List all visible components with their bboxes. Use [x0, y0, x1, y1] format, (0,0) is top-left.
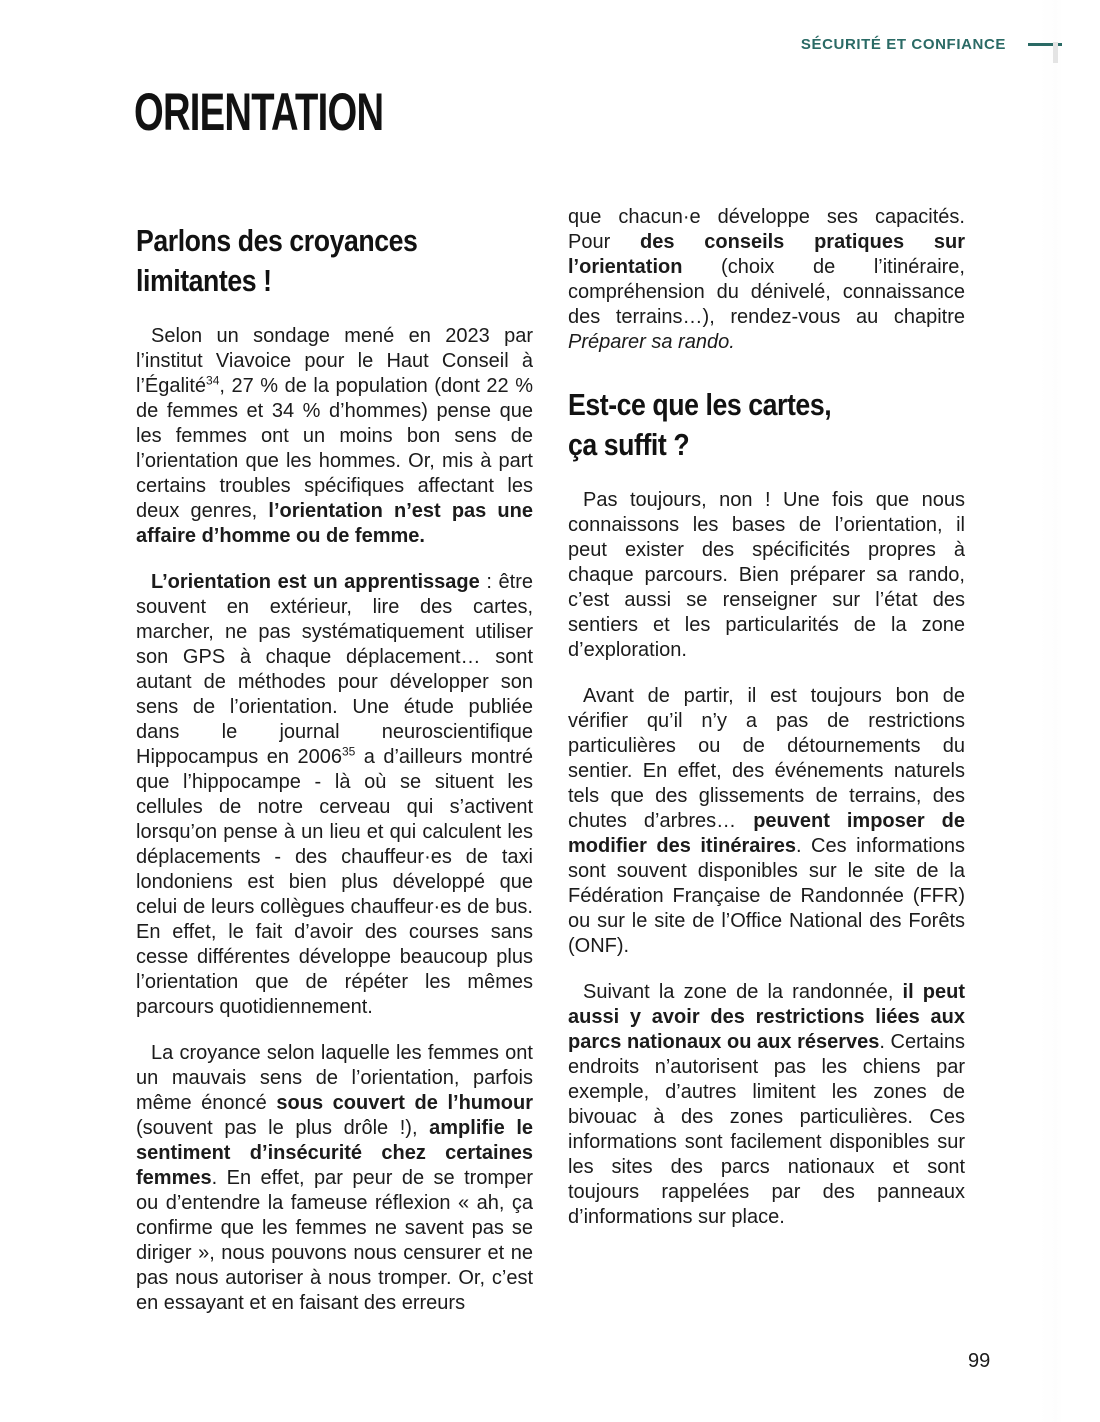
text-run: (choix de l’itinéraire, compréhension du dénivelé, connaissance des terrains…), rendez-vous au chapitre [568, 256, 965, 328]
text-run: sous couvert de l’humour [276, 1092, 534, 1114]
text-columns [136, 205, 965, 1337]
text-run: que chacun·e développe ses capacités. Pour [568, 206, 965, 253]
chapter-title-text: ORIENTATION [134, 83, 384, 142]
text-run: (souvent pas le plus drôle !), [136, 1117, 430, 1139]
section-heading [568, 385, 965, 465]
text-run: : être souvent en extérieur, lire des cartes, marcher, ne pas systématiquement utiliser son GPS à chaque déplacement… sont autant de méthodes pour développer son sens de l’orientation. Une étude publiée dans le journal neuroscientifique Hippocampus en 2006 [136, 571, 533, 768]
section-heading-line: limitantes ! [136, 263, 272, 298]
page-number: 99 [968, 1350, 991, 1372]
left-column [136, 205, 533, 1337]
chapter-title [134, 84, 480, 142]
paragraph [136, 1041, 533, 1316]
footnote-reference: 35 [341, 744, 356, 759]
paragraph [568, 684, 965, 959]
text-run: Selon un sondage mené en 2023 par l’institut Viavoice pour le Haut Conseil à l’Égalité [136, 325, 533, 397]
text-run: Pas toujours, non ! Une fois que nous connaissons les bases de l’orientation, il peut exister des spécificités propres à chaque parcours. Bien préparer sa rando, c’est aussi se renseigner sur l’état des sentiers et les particularités de la zone d’exploration. [568, 489, 965, 661]
running-header [801, 36, 1062, 53]
text-run: amplifie le sentiment d’insécurité chez certaines femmes [136, 1117, 534, 1189]
text-run: Avant de partir, il est toujours bon de vérifier qu’il n’y a pas de restrictions particulières ou de détournements du sentier. En effet, des événements naturels tels que des glissements de terrains, des chutes d’arbres… [568, 685, 965, 832]
text-run: L’orientation est un apprentissage [151, 571, 480, 593]
text-run: l’orientation n’est pas une affaire d’homme ou de femme. [136, 500, 533, 547]
paragraph [568, 488, 965, 663]
page-edge-artifact [1053, 42, 1058, 63]
text-run: il peut aussi y avoir des restrictions liées aux parcs nationaux ou aux réserves [568, 981, 966, 1053]
text-run: peuvent imposer de modifier des itinéraires [568, 810, 966, 857]
text-run: Préparer sa rando. [568, 331, 735, 353]
paragraph [136, 570, 533, 1020]
text-run: , 27 % de la population (dont 22 % de femmes et 34 % d’hommes) pense que les femmes ont un moins bon sens de l’orientation que les hommes. Or, mis à part certains troubles spécifiques affectant les deux genres, [136, 375, 533, 522]
section-heading [136, 221, 533, 301]
running-header-label: SÉCURITÉ ET CONFIANCE [800, 36, 1006, 53]
footnote-reference: 34 [206, 373, 220, 388]
text-run: La croyance selon laquelle les femmes ont un mauvais sens de l’orientation, parfois même énoncé [136, 1042, 533, 1114]
text-run: des conseils pratiques sur l’orientation [568, 231, 965, 278]
section-heading-line: ça suffit ? [568, 427, 690, 462]
text-run: . Ces informations sont souvent disponibles sur le site de la Fédération Française de Randonnée (FFR) ou sur le site de l’Office National des Forêts (ONF). [568, 835, 965, 957]
text-run: . Certains endroits n’autorisent pas les chiens par exemple, d’autres limitent les zones de bivouac à des zones particulières. Ces informations sont facilement disponibles sur les sites des parcs nationaux et sont toujours rappelées par des panneaux d’informations sur place. [568, 1031, 965, 1228]
paragraph [136, 324, 533, 549]
text-run: a d’ailleurs montré que l’hippocampe - là où se situent les cellules de notre cerveau qui s’activent lorsqu’on pense à un lieu et qui calculent les déplacements - des chauffeur·es de taxi londoniens est bien plus développé que celui de leurs collègues chauffeur·es de bus. En effet, le fait d’avoir des courses sans cesse différentes développe beaucoup plus l’orientation que de répéter les mêmes parcours quotidiennement. [136, 746, 533, 1018]
right-column [568, 205, 965, 1337]
text-run: . En effet, par peur de se tromper ou d’entendre la fameuse réflexion « ah, ça confirme que les femmes ne savent pas se diriger », nous pouvons nous censurer et ne pas nous autoriser à nous tromper. Or, c’est en essayant et en faisant des erreurs [136, 1167, 533, 1314]
section-heading-line: Parlons des croyances [136, 223, 418, 258]
section-heading-line: Est-ce que les cartes, [568, 387, 832, 422]
paragraph [568, 205, 965, 355]
text-run: Suivant la zone de la randonnée, [583, 981, 903, 1003]
paragraph [568, 980, 965, 1230]
